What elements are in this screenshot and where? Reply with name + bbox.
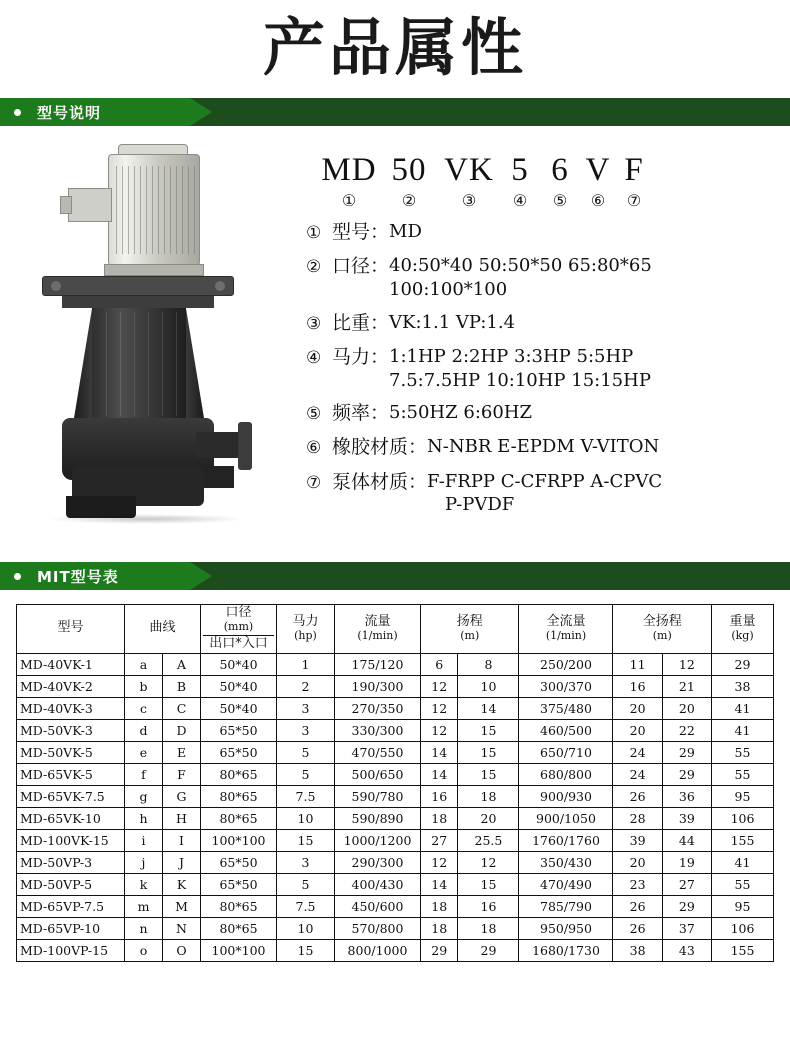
- table-row: [17, 829, 774, 851]
- cell-weight: 29: [712, 653, 774, 675]
- cell-total-head-1: 24: [613, 763, 662, 785]
- cell-bore: 100*100: [201, 829, 277, 851]
- cell-total-head-1: 38: [613, 939, 662, 961]
- cell-power: 1: [277, 653, 335, 675]
- cell-total-head-2: 20: [662, 697, 711, 719]
- legend-key: 马力：: [332, 346, 390, 368]
- cell-bore: 100*100: [201, 939, 277, 961]
- cell-total-head-1: 16: [613, 675, 662, 697]
- cell-flow: 470/550: [335, 741, 421, 763]
- table-row: [17, 939, 774, 961]
- cell-flow: 190/300: [335, 675, 421, 697]
- cell-curve-a: m: [125, 895, 163, 917]
- cell-total-head-1: 11: [613, 653, 662, 675]
- section-label: MIT型号表: [37, 567, 119, 586]
- cell-model: MD-65VK-7.5: [17, 785, 125, 807]
- cell-total-head-1: 20: [613, 851, 662, 873]
- cell-total-head-2: 21: [662, 675, 711, 697]
- cell-curve-a: j: [125, 851, 163, 873]
- legend-key: 口径：: [332, 256, 390, 278]
- cell-head-1: 12: [421, 719, 458, 741]
- th-total-flow: 全流量 (1/min): [519, 605, 613, 654]
- legend-key: 型号：: [332, 222, 390, 244]
- cell-total-flow: 350/430: [519, 851, 613, 873]
- pump-outlet-flange: [238, 422, 252, 470]
- th-power: 马力 (hp): [277, 605, 335, 654]
- legend-key: 频率：: [332, 403, 390, 425]
- cell-weight: 55: [712, 763, 774, 785]
- cell-total-flow: 250/200: [519, 653, 613, 675]
- cell-model: MD-40VK-2: [17, 675, 125, 697]
- cell-total-head-2: 19: [662, 851, 711, 873]
- cell-head-2: 20: [458, 807, 519, 829]
- cell-weight: 41: [712, 697, 774, 719]
- cell-weight: 55: [712, 873, 774, 895]
- cell-curve-b: I: [163, 829, 201, 851]
- mounting-plate-lower: [62, 296, 214, 308]
- cell-total-flow: 900/1050: [519, 807, 613, 829]
- cell-curve-b: F: [163, 763, 201, 785]
- cell-flow: 270/350: [335, 697, 421, 719]
- cell-head-1: 12: [421, 851, 458, 873]
- model-code-part-7: F: [624, 152, 644, 189]
- cell-model: MD-100VK-15: [17, 829, 125, 851]
- cell-model: MD-65VK-10: [17, 807, 125, 829]
- cell-total-head-1: 26: [613, 785, 662, 807]
- cell-curve-b: E: [163, 741, 201, 763]
- cell-head-1: 16: [421, 785, 458, 807]
- cell-model: MD-50VK-5: [17, 741, 125, 763]
- cell-model: MD-40VK-1: [17, 653, 125, 675]
- cell-flow: 800/1000: [335, 939, 421, 961]
- legend-marker: ①: [306, 223, 322, 243]
- cell-total-head-1: 26: [613, 895, 662, 917]
- cell-model: MD-65VP-7.5: [17, 895, 125, 917]
- table-row: [17, 697, 774, 719]
- model-code-part-1: MD: [321, 152, 377, 189]
- legend-value: [389, 254, 790, 302]
- cell-power: 3: [277, 719, 335, 741]
- legend-value: N-NBR E-EPDM V-VITON: [427, 436, 660, 458]
- legend-value: [389, 345, 790, 393]
- table-row: [17, 917, 774, 939]
- table-row: [17, 741, 774, 763]
- legend-marker: ④: [306, 347, 322, 367]
- cell-bore: 65*50: [201, 873, 277, 895]
- cell-total-flow: 650/710: [519, 741, 613, 763]
- legend-item-3: [306, 311, 790, 336]
- cell-total-head-1: 20: [613, 719, 662, 741]
- cell-flow: 500/650: [335, 763, 421, 785]
- cell-power: 5: [277, 873, 335, 895]
- cell-bore: 50*40: [201, 697, 277, 719]
- cell-head-1: 12: [421, 675, 458, 697]
- cell-model: MD-65VP-10: [17, 917, 125, 939]
- cell-curve-a: c: [125, 697, 163, 719]
- th-curve: 曲线: [125, 605, 201, 654]
- cell-curve-b: B: [163, 675, 201, 697]
- marker-6: ⑥: [590, 193, 606, 211]
- ribbon-highlight: [0, 98, 190, 126]
- model-code-markers-row: [306, 191, 790, 211]
- cell-head-2: 8: [458, 653, 519, 675]
- th-model: 型号: [17, 605, 125, 654]
- cell-curve-b: K: [163, 873, 201, 895]
- cell-flow: 450/600: [335, 895, 421, 917]
- cell-curve-b: C: [163, 697, 201, 719]
- legend-value: VK:1.1 VP:1.4: [389, 311, 516, 333]
- page-title: 产品属性: [262, 11, 527, 84]
- legend-value-line2: 7.5:7.5HP 10:10HP 15:15HP: [389, 369, 651, 391]
- cell-total-head-1: 39: [613, 829, 662, 851]
- cell-bore: 65*50: [201, 719, 277, 741]
- cell-total-head-2: 39: [662, 807, 711, 829]
- legend-marker: ⑥: [306, 438, 322, 458]
- cell-weight: 41: [712, 851, 774, 873]
- cell-flow: 400/430: [335, 873, 421, 895]
- cell-model: MD-50VP-3: [17, 851, 125, 873]
- cell-total-head-2: 29: [662, 741, 711, 763]
- cell-head-1: 29: [421, 939, 458, 961]
- cell-head-2: 15: [458, 719, 519, 741]
- table-row: [17, 785, 774, 807]
- model-explanation-area: [0, 136, 790, 546]
- cell-weight: 155: [712, 939, 774, 961]
- cell-weight: 155: [712, 829, 774, 851]
- cell-total-head-1: 26: [613, 917, 662, 939]
- section-header-mit-table: [0, 562, 790, 590]
- legend-key: 比重：: [332, 312, 390, 334]
- cell-head-2: 15: [458, 741, 519, 763]
- cell-head-2: 15: [458, 873, 519, 895]
- cell-head-1: 14: [421, 741, 458, 763]
- mounting-plate: [42, 276, 234, 296]
- cell-head-1: 14: [421, 873, 458, 895]
- legend-item-6: [306, 435, 790, 460]
- cell-head-2: 14: [458, 697, 519, 719]
- cell-curve-a: e: [125, 741, 163, 763]
- cell-curve-a: d: [125, 719, 163, 741]
- cell-total-head-2: 22: [662, 719, 711, 741]
- cell-total-head-2: 12: [662, 653, 711, 675]
- legend-value-line1: 40:50*40 50:50*50 65:80*65: [389, 255, 652, 277]
- table-row: [17, 675, 774, 697]
- cell-curve-b: H: [163, 807, 201, 829]
- legend-value-line1: F-FRPP C-CFRPP A-CPVC: [427, 470, 663, 492]
- cell-total-head-1: 24: [613, 741, 662, 763]
- table-body: [17, 653, 774, 961]
- marker-3: ③: [461, 193, 477, 211]
- cell-total-flow: 1760/1760: [519, 829, 613, 851]
- section-label: 型号说明: [37, 103, 102, 122]
- cell-curve-b: G: [163, 785, 201, 807]
- cell-total-head-2: 36: [662, 785, 711, 807]
- cell-head-2: 18: [458, 917, 519, 939]
- cell-curve-b: J: [163, 851, 201, 873]
- cell-head-1: 27: [421, 829, 458, 851]
- legend-value: [427, 470, 790, 518]
- cell-head-2: 18: [458, 785, 519, 807]
- cell-total-head-2: 44: [662, 829, 711, 851]
- cell-total-head-1: 23: [613, 873, 662, 895]
- table-row: [17, 763, 774, 785]
- cell-power: 3: [277, 697, 335, 719]
- marker-2: ②: [401, 193, 417, 211]
- mit-model-table-wrap: [0, 604, 790, 962]
- model-code-part-2: 50: [391, 152, 427, 189]
- cell-total-head-2: 43: [662, 939, 711, 961]
- cell-total-head-2: 37: [662, 917, 711, 939]
- model-code-breakdown: [300, 136, 790, 546]
- cell-bore: 80*65: [201, 917, 277, 939]
- cell-head-1: 18: [421, 895, 458, 917]
- cell-curve-a: f: [125, 763, 163, 785]
- motor-terminal-box: [68, 188, 112, 222]
- cell-power: 3: [277, 851, 335, 873]
- cell-curve-a: n: [125, 917, 163, 939]
- legend-key: 泵体材质：: [332, 471, 428, 493]
- cell-total-head-1: 28: [613, 807, 662, 829]
- cell-power: 7.5: [277, 785, 335, 807]
- cell-weight: 55: [712, 741, 774, 763]
- drop-shadow: [46, 514, 246, 524]
- pump-column-ribs: [96, 312, 182, 416]
- cell-head-2: 12: [458, 851, 519, 873]
- cell-head-1: 6: [421, 653, 458, 675]
- cell-head-1: 12: [421, 697, 458, 719]
- cell-head-1: 18: [421, 807, 458, 829]
- cell-total-flow: 375/480: [519, 697, 613, 719]
- legend-item-4: [306, 345, 790, 393]
- cell-weight: 95: [712, 785, 774, 807]
- table-row: [17, 895, 774, 917]
- cell-bore: 80*65: [201, 807, 277, 829]
- legend-marker: ②: [306, 257, 322, 277]
- cell-head-1: 18: [421, 917, 458, 939]
- cell-total-flow: 680/800: [519, 763, 613, 785]
- legend-marker: ⑤: [306, 404, 322, 424]
- cell-power: 10: [277, 917, 335, 939]
- cell-bore: 50*40: [201, 675, 277, 697]
- cell-curve-a: g: [125, 785, 163, 807]
- legend-marker: ⑦: [306, 472, 322, 492]
- motor-cooling-fins: [112, 166, 196, 254]
- cell-head-2: 10: [458, 675, 519, 697]
- cell-total-head-1: 20: [613, 697, 662, 719]
- cell-model: MD-100VP-15: [17, 939, 125, 961]
- pump-illustration: [0, 136, 300, 546]
- cell-bore: 65*50: [201, 851, 277, 873]
- marker-7: ⑦: [626, 193, 642, 211]
- th-weight: 重量 (kg): [712, 605, 774, 654]
- cell-model: MD-40VK-3: [17, 697, 125, 719]
- cell-curve-a: a: [125, 653, 163, 675]
- cell-total-flow: 470/490: [519, 873, 613, 895]
- cell-flow: 590/890: [335, 807, 421, 829]
- th-head: 扬程 (m): [421, 605, 519, 654]
- cell-curve-a: b: [125, 675, 163, 697]
- cell-power: 10: [277, 807, 335, 829]
- cell-curve-b: A: [163, 653, 201, 675]
- table-row: [17, 653, 774, 675]
- legend-key: 橡胶材质：: [332, 437, 428, 459]
- cell-model: MD-50VP-5: [17, 873, 125, 895]
- marker-5: ⑤: [552, 193, 568, 211]
- cell-total-head-2: 29: [662, 895, 711, 917]
- model-code-part-5: 6: [551, 152, 569, 189]
- cell-total-flow: 900/930: [519, 785, 613, 807]
- cell-flow: 590/780: [335, 785, 421, 807]
- legend-item-7: [306, 470, 790, 518]
- model-code-part-3: VK: [444, 152, 494, 189]
- legend-value-line2: 100:100*100: [389, 279, 508, 301]
- cell-total-flow: 950/950: [519, 917, 613, 939]
- cell-power: 15: [277, 829, 335, 851]
- cell-power: 15: [277, 939, 335, 961]
- cell-power: 7.5: [277, 895, 335, 917]
- cell-flow: 175/120: [335, 653, 421, 675]
- table-row: [17, 719, 774, 741]
- cell-flow: 570/800: [335, 917, 421, 939]
- cell-total-flow: 785/790: [519, 895, 613, 917]
- legend-value: MD: [389, 221, 422, 243]
- motor-cable-gland: [60, 196, 72, 214]
- cell-flow: 330/300: [335, 719, 421, 741]
- cell-bore: 65*50: [201, 741, 277, 763]
- cell-weight: 106: [712, 807, 774, 829]
- th-bore: 口径 (mm) 出口*入口: [201, 605, 277, 654]
- marker-1: ①: [341, 193, 357, 211]
- cell-curve-b: N: [163, 917, 201, 939]
- cell-head-1: 14: [421, 763, 458, 785]
- cell-total-head-2: 27: [662, 873, 711, 895]
- cell-curve-a: k: [125, 873, 163, 895]
- legend-value-line1: 1:1HP 2:2HP 3:3HP 5:5HP: [389, 345, 634, 367]
- cell-head-2: 25.5: [458, 829, 519, 851]
- cell-model: MD-50VK-3: [17, 719, 125, 741]
- cell-curve-b: O: [163, 939, 201, 961]
- th-flow: 流量 (1/min): [335, 605, 421, 654]
- cell-curve-a: i: [125, 829, 163, 851]
- legend-marker: ③: [306, 313, 322, 333]
- cell-flow: 290/300: [335, 851, 421, 873]
- bullet-dot-icon: [14, 109, 21, 116]
- pump-product-image: [0, 136, 300, 546]
- cell-bore: 80*65: [201, 895, 277, 917]
- cell-weight: 95: [712, 895, 774, 917]
- section-header-model-explanation: [0, 98, 790, 126]
- cell-curve-b: M: [163, 895, 201, 917]
- table-row: [17, 807, 774, 829]
- model-code-part-4: 5: [511, 152, 529, 189]
- table-row: [17, 873, 774, 895]
- bullet-dot-icon: [14, 573, 21, 580]
- cell-head-2: 15: [458, 763, 519, 785]
- cell-bore: 80*65: [201, 785, 277, 807]
- table-row: [17, 851, 774, 873]
- cell-curve-b: D: [163, 719, 201, 741]
- motor-base: [104, 264, 204, 276]
- cell-curve-a: h: [125, 807, 163, 829]
- cell-head-2: 16: [458, 895, 519, 917]
- legend-value: 5:50HZ 6:60HZ: [389, 402, 532, 424]
- cell-bore: 50*40: [201, 653, 277, 675]
- model-code-part-6: V: [585, 152, 611, 189]
- cell-head-2: 29: [458, 939, 519, 961]
- cell-bore: 80*65: [201, 763, 277, 785]
- cell-weight: 38: [712, 675, 774, 697]
- cell-power: 2: [277, 675, 335, 697]
- cell-total-flow: 300/370: [519, 675, 613, 697]
- cell-curve-a: o: [125, 939, 163, 961]
- cell-weight: 41: [712, 719, 774, 741]
- cell-model: MD-65VK-5: [17, 763, 125, 785]
- cell-total-flow: 460/500: [519, 719, 613, 741]
- legend-item-1: [306, 220, 790, 245]
- model-code-row: [306, 152, 790, 189]
- th-total-head: 全扬程 (m): [613, 605, 712, 654]
- legend-item-2: [306, 254, 790, 302]
- marker-4: ④: [512, 193, 528, 211]
- ribbon-highlight: [0, 562, 190, 590]
- cell-flow: 1000/1200: [335, 829, 421, 851]
- cell-total-head-2: 29: [662, 763, 711, 785]
- legend-item-5: [306, 401, 790, 426]
- cell-total-flow: 1680/1730: [519, 939, 613, 961]
- mit-model-table: [16, 604, 774, 962]
- cell-weight: 106: [712, 917, 774, 939]
- cell-power: 5: [277, 763, 335, 785]
- legend-value-line2: P-PVDF: [445, 494, 515, 516]
- cell-power: 5: [277, 741, 335, 763]
